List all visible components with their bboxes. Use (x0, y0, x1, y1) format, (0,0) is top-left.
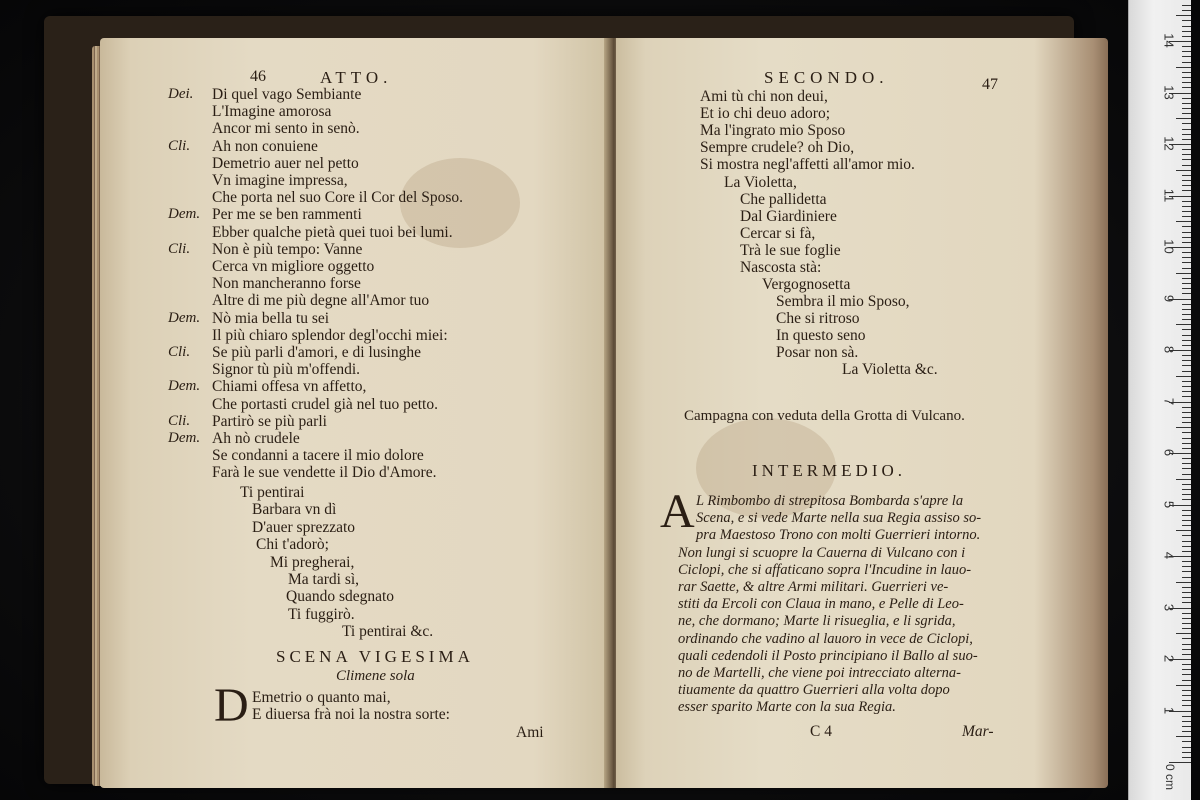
ruler-tick (1182, 726, 1191, 727)
right-running-header: SECONDO. (764, 68, 889, 87)
ruler-tick (1182, 520, 1191, 521)
ruler-number: 6 (1161, 448, 1177, 457)
aria-line: Quando sdegnato (286, 588, 395, 606)
ruler-tick (1182, 319, 1191, 320)
aria-line: Trà le sue foglie (740, 242, 841, 259)
left-dropcap: D (214, 679, 249, 732)
dialogue-line: L'Imagine amorosa (212, 103, 332, 121)
ruler-tick (1182, 10, 1191, 11)
ruler-tick (1182, 747, 1191, 748)
ruler-tick (1182, 587, 1191, 588)
ruler-tick (1182, 407, 1191, 408)
ruler-tick (1182, 674, 1191, 675)
ruler-tick (1182, 139, 1191, 140)
ruler-tick (1182, 62, 1191, 63)
paragraph-line: stiti da Ercoli con Claua in mano, e Pelle di Leo- (678, 596, 964, 613)
dialogue-line: Signor tù più m'offendi. (212, 361, 361, 379)
ruler-tick (1182, 417, 1191, 418)
dialogue-line: Partirò se più parli (212, 412, 327, 430)
ruler-tick (1182, 695, 1191, 696)
ruler-tick (1182, 618, 1191, 619)
left-page (100, 38, 610, 788)
open-book (44, 16, 1074, 784)
ruler-tick (1182, 288, 1191, 289)
ruler-tick (1182, 72, 1191, 73)
speaker-label: Dei. (168, 86, 194, 102)
ruler-tick (1176, 685, 1191, 686)
ruler-tick (1182, 293, 1191, 294)
ruler-tick (1182, 180, 1191, 181)
ruler-tick (1182, 278, 1191, 279)
ruler-tick (1182, 721, 1191, 722)
dialogue-line: Si mostra negl'affetti all'amor mio. (700, 156, 915, 173)
ruler-tick (1182, 432, 1191, 433)
ruler-tick (1182, 525, 1191, 526)
ruler-number: 5 (1161, 500, 1177, 508)
ruler-tick (1182, 499, 1191, 500)
ruler-tick (1176, 736, 1191, 737)
aria-line: In questo seno (776, 327, 866, 344)
ruler-tick (1182, 77, 1191, 78)
right-page-number: 47 (982, 76, 998, 93)
aria-line: Sembra il mio Sposo, (776, 293, 910, 310)
paragraph-line: quali cedendoli il Posto principiano il Ballo al suo- (678, 647, 978, 664)
ruler-tick (1176, 479, 1191, 480)
dialogue-line: Ah nò crudele (212, 430, 300, 447)
paragraph-line: ordinando che vadino al lauoro in vece de Ciclopi, (678, 630, 973, 647)
ruler-tick (1182, 56, 1191, 57)
speaker-label: Cli. (168, 412, 191, 429)
ruler-tick (1182, 602, 1191, 603)
left-catchword: Ami (516, 724, 544, 741)
paragraph-line: Ciclopi, che si affaticano sopra l'Incudine in lauo- (678, 561, 972, 578)
ruler-tick (1182, 345, 1191, 346)
ruler-tick (1182, 31, 1191, 32)
ruler-tick (1182, 443, 1191, 444)
ruler-tick (1182, 396, 1191, 397)
dialogue-line: Farà le sue vendette il Dio d'Amore. (212, 464, 437, 482)
ruler-tick (1182, 257, 1191, 258)
ruler-tick (1182, 103, 1191, 104)
ruler-tick (1176, 530, 1191, 531)
ruler-tick (1176, 15, 1191, 16)
ruler-number: 7 (1161, 397, 1177, 405)
ruler-tick (1182, 211, 1191, 212)
dialogue-line: Demetrio auer nel petto (212, 154, 359, 172)
ruler-tick (1182, 232, 1191, 233)
dialogue-line: Che porta nel suo Core il Cor del Sposo. (212, 189, 463, 207)
ruler-tick (1182, 309, 1191, 310)
dialogue-line: Per me se ben rammenti (212, 206, 362, 224)
ruler-tick (1182, 237, 1191, 238)
ruler-tick (1182, 468, 1191, 469)
ruler-tick (1182, 489, 1191, 490)
ruler-tick (1176, 376, 1191, 377)
dialogue-line: Se condanni a tacere il mio dolore (212, 447, 424, 465)
ruler-tick (1182, 304, 1191, 305)
final-line-1: Emetrio o quanto mai, (252, 689, 391, 706)
ruler-tick (1182, 262, 1191, 263)
ruler-tick (1182, 36, 1191, 37)
ruler-tick (1182, 283, 1191, 284)
ruler-tick (1182, 680, 1191, 681)
ruler-tick (1182, 458, 1191, 459)
ruler-tick (1182, 649, 1191, 650)
dialogue-line: Ami tù chi non deui, (700, 88, 828, 105)
ruler-tick (1182, 206, 1191, 207)
dialogue-line: Ma l'ingrato mio Sposo (700, 122, 846, 139)
dialogue-line: Il più chiaro splendor degl'occhi miei: (212, 326, 448, 344)
ruler-tick (1182, 314, 1191, 315)
ruler-tick (1182, 165, 1191, 166)
ruler-tick (1182, 716, 1191, 717)
intermedio-title: INTERMEDIO. (752, 461, 907, 480)
ruler-tick (1182, 201, 1191, 202)
ruler-tick (1182, 5, 1191, 6)
dialogue-line: Et io chi deuo adoro; (700, 105, 830, 122)
ruler-tick (1182, 510, 1191, 511)
aria-line: Ti pentirai (240, 484, 305, 501)
ruler-tick (1182, 571, 1191, 572)
ruler-tick (1182, 242, 1191, 243)
ruler-tick (1182, 592, 1191, 593)
ruler-tick (1182, 391, 1191, 392)
ruler-tick (1182, 87, 1191, 88)
ruler-tick (1182, 535, 1191, 536)
ruler-tick (1182, 340, 1191, 341)
ruler-tick (1182, 628, 1191, 629)
ruler-tick (1182, 474, 1191, 475)
ruler-tick (1182, 46, 1191, 47)
ruler-tick (1182, 51, 1191, 52)
ruler-tick (1182, 757, 1191, 758)
aria-line: Chi t'adorò; (256, 536, 329, 554)
ruler-tick (1182, 613, 1191, 614)
dialogue-line: Non è più tempo: Vanne (212, 240, 363, 258)
aria-line: Dal Giardiniere (740, 208, 837, 225)
ruler-tick (1176, 221, 1191, 222)
ruler-tick (1182, 566, 1191, 567)
ruler-tick (1182, 252, 1191, 253)
ruler-number: 10 (1161, 239, 1177, 254)
ruler-tick (1182, 360, 1191, 361)
speaker-label: Dem. (168, 309, 201, 326)
ruler-tick (1182, 654, 1191, 655)
ruler-tick (1182, 438, 1191, 439)
ruler-tick (1182, 26, 1191, 27)
scene-subtitle: Climene sola (336, 668, 415, 684)
speaker-label: Dem. (168, 430, 201, 446)
ruler-tick (1182, 381, 1191, 382)
ruler-tick (1176, 324, 1191, 325)
paragraph-line: Non lungi si scuopre la Cauerna di Vulcano con i (678, 544, 966, 561)
ruler-tick (1182, 638, 1191, 639)
aria-line: Cercar si fà, (740, 225, 816, 242)
ruler-tick (1182, 705, 1191, 706)
aria-line: Posar non sà. (776, 344, 859, 361)
paragraph-line: rar Saette, & altre Armi militari. Guerrieri ve- (678, 579, 949, 595)
ruler-tick (1182, 448, 1191, 449)
aria-line: Vergognosetta (762, 276, 851, 293)
speaker-label: Cli. (168, 137, 191, 154)
ruler-tick (1176, 118, 1191, 119)
setting-line: Campagna con veduta della Grotta di Vulcano. (684, 408, 965, 424)
dialogue-line: Chiami offesa vn affetto, (212, 378, 367, 396)
ruler-tick (1182, 577, 1191, 578)
ruler-tick (1182, 154, 1191, 155)
ruler-tick (1176, 633, 1191, 634)
ruler-tick (1182, 268, 1191, 269)
right-catchword: Mar- (962, 723, 994, 740)
ruler-tick (1182, 335, 1191, 336)
ruler-number: 11 (1161, 188, 1177, 202)
paragraph-line: ne, che dormano; Marte li risueglia, e li sgrida, (678, 613, 956, 630)
ruler-tick (1182, 669, 1191, 670)
ruler-number: 14 (1161, 33, 1177, 48)
ruler-tick (1182, 190, 1191, 191)
dialogue-line: Di quel vago Sembiante (212, 86, 362, 103)
ruler-tick (1182, 664, 1191, 665)
left-running-header: ATTO. (320, 68, 393, 87)
paragraph-line: Scena, e si vede Marte nella sua Regia assiso so- (696, 510, 982, 527)
aria-line: Nascosta stà: (740, 259, 822, 276)
dialogue-line: Che portasti crudel già nel tuo petto. (212, 395, 438, 413)
ruler-tick (1182, 412, 1191, 413)
ruler-tick (1182, 226, 1191, 227)
speaker-label: Cli. (168, 344, 191, 360)
ruler-tick (1182, 644, 1191, 645)
ruler-tick (1182, 371, 1191, 372)
ruler-tick (1182, 149, 1191, 150)
ruler-tick (1182, 329, 1191, 330)
ruler-tick (1182, 123, 1191, 124)
dialogue-line: Nò mia bella tu sei (212, 309, 330, 327)
aria-line: Ma tardi sì, (288, 571, 360, 588)
ruler-number: 8 (1161, 345, 1177, 354)
ruler-unit: 0 cm (1162, 763, 1177, 791)
ruler-tick (1182, 20, 1191, 21)
dialogue-line: Vn imagine impressa, (212, 172, 348, 189)
paragraph-line: L Rimbombo di strepitosa Bombarda s'apre la (696, 493, 964, 509)
aria-line: La Violetta &c. (842, 361, 938, 378)
ruler-tick (1182, 185, 1191, 186)
ruler-tick (1182, 541, 1191, 542)
ruler-tick (1176, 170, 1191, 171)
ruler-number: 1 (1161, 706, 1177, 714)
ruler-tick (1182, 597, 1191, 598)
ruler-tick (1182, 216, 1191, 217)
aria-line: La Violetta, (724, 174, 797, 191)
aria-line: Barbara vn dì (252, 501, 337, 519)
ruler-tick (1182, 82, 1191, 83)
ruler-tick (1176, 427, 1191, 428)
final-line-2: E diuersa frà noi la nostra sorte: (252, 706, 450, 723)
ruler-tick (1182, 515, 1191, 516)
dialogue-line: Ah non conuiene (212, 137, 318, 155)
aria-line: Ti pentirai &c. (342, 623, 434, 641)
scene-title: SCENA VIGESIMA (276, 647, 474, 666)
ruler-number: 4 (1161, 551, 1177, 560)
dialogue-line: Sempre crudele? oh Dio, (700, 139, 855, 156)
paragraph-line: esser sparito Marte con la sua Regia. (678, 699, 896, 716)
aria-line: Ti fuggirò. (288, 605, 355, 623)
paragraph-line: pra Maestoso Trono con molti Guerrieri intorno. (696, 527, 981, 544)
ruler-number: 13 (1161, 84, 1177, 100)
measurement-ruler (1128, 0, 1191, 800)
ruler-tick (1182, 355, 1191, 356)
ruler-tick (1182, 700, 1191, 701)
ruler-tick (1182, 113, 1191, 114)
dialogue-line: Ancor mi sento in senò. (212, 120, 360, 138)
speaker-label: Dem. (168, 206, 201, 223)
aria-line: Mi pregherai, (270, 553, 355, 571)
dialogue-line: Cerca vn migliore oggetto (212, 258, 375, 275)
ruler-tick (1182, 386, 1191, 387)
dialogue-line: Altre di me più degne all'Amor tuo (212, 292, 430, 310)
ruler-tick (1182, 98, 1191, 99)
dialogue-line: Ebber qualche pietà quei tuoi bei lumi. (212, 223, 453, 241)
speaker-label: Dem. (168, 378, 201, 395)
ruler-number: 3 (1161, 603, 1177, 611)
ruler-tick (1182, 484, 1191, 485)
left-page-number: 46 (250, 68, 266, 85)
ruler-tick (1182, 134, 1191, 135)
right-dropcap: A (660, 485, 695, 538)
ruler-number: 12 (1161, 136, 1177, 151)
aria-line: Che pallidetta (740, 191, 827, 208)
paragraph-line: tiuamente da quattro Guerrieri alla volta dopo (678, 682, 950, 699)
ruler-tick (1182, 463, 1191, 464)
speaker-label: Cli. (168, 240, 191, 257)
ruler-number: 2 (1161, 654, 1177, 663)
ruler-tick (1182, 741, 1191, 742)
ruler-tick (1182, 623, 1191, 624)
ruler-tick (1182, 108, 1191, 109)
ruler-tick (1182, 494, 1191, 495)
ruler-tick (1176, 67, 1191, 68)
dialogue-line: Se più parli d'amori, e di lusinghe (212, 344, 421, 361)
ruler-tick (1182, 365, 1191, 366)
ruler-tick (1176, 273, 1191, 274)
dialogue-line: Non mancheranno forse (212, 275, 361, 293)
ruler-tick (1169, 762, 1191, 763)
aria-line: Che si ritroso (776, 310, 860, 327)
signature-mark: C 4 (810, 723, 832, 740)
right-page (616, 38, 1108, 788)
ruler-tick (1182, 422, 1191, 423)
ruler-tick (1176, 582, 1191, 583)
ruler-tick (1182, 752, 1191, 753)
ruler-tick (1182, 159, 1191, 160)
ruler-tick (1182, 546, 1191, 547)
ruler-number: 9 (1161, 294, 1177, 302)
ruler-tick (1182, 551, 1191, 552)
ruler-tick (1182, 129, 1191, 130)
ruler-tick (1182, 561, 1191, 562)
paragraph-line: no de Martelli, che viene poi intrecciato alterna- (678, 665, 961, 681)
ruler-tick (1182, 731, 1191, 732)
ruler-tick (1182, 175, 1191, 176)
aria-line: D'auer sprezzato (252, 518, 356, 536)
ruler-tick (1182, 690, 1191, 691)
